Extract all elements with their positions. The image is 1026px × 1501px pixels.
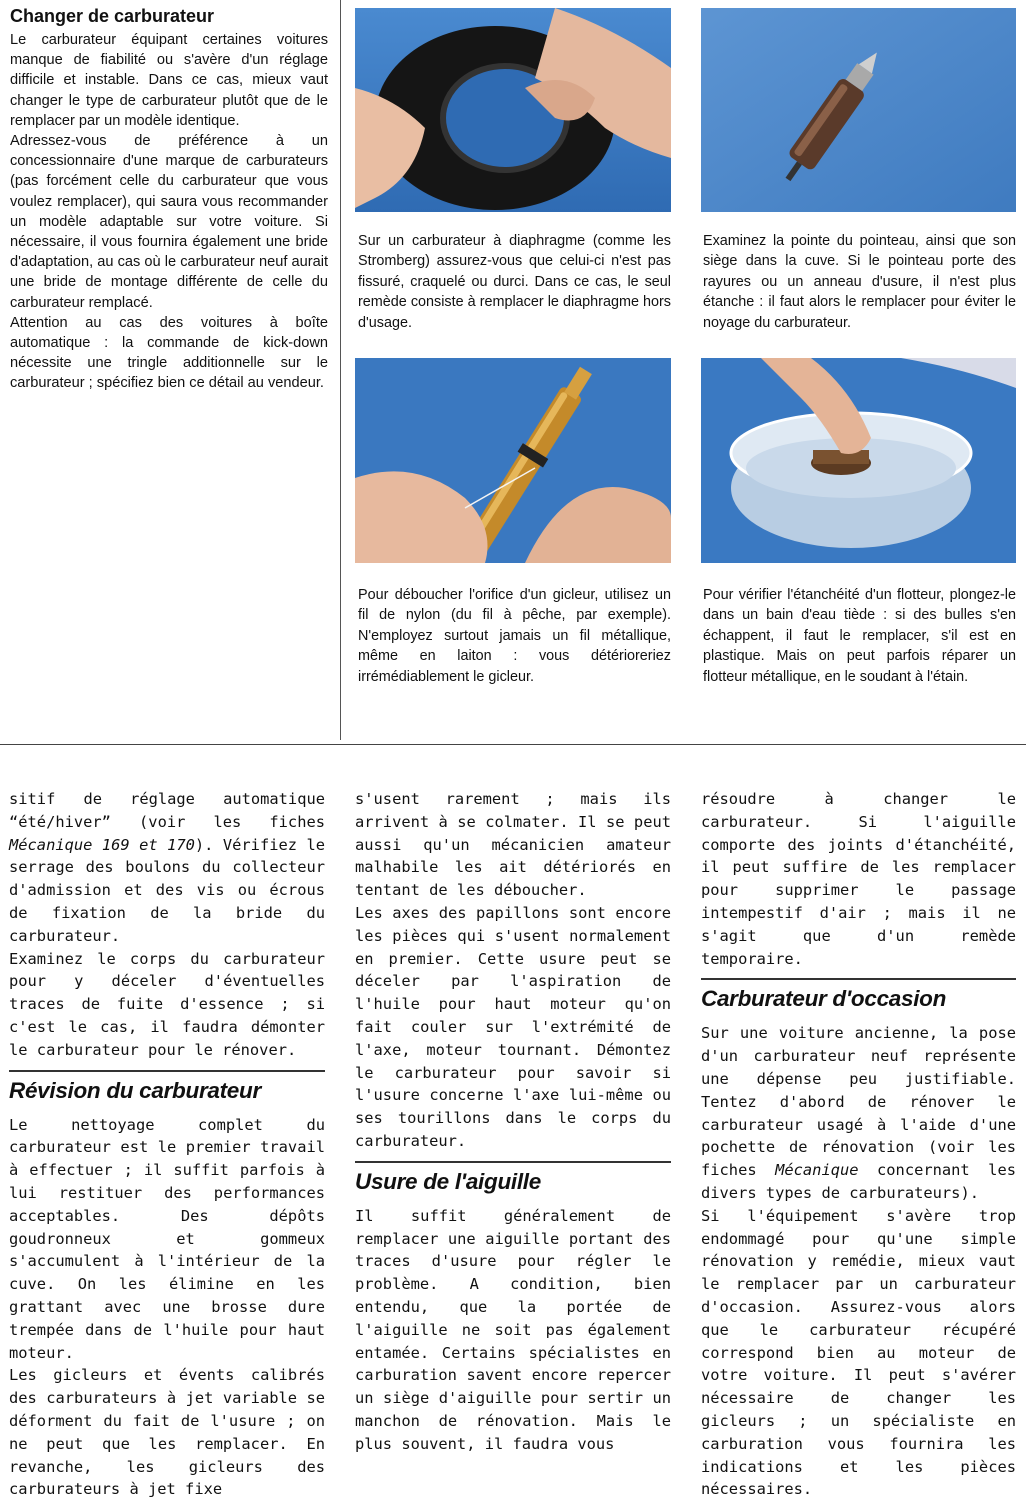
sidebar-paragraph-1: Le carburateur équipant certaines voitures manque de fiabilité ou s'avère d'un réglage difficile et instable. Dans ce cas, mieux vaut changer le type de carburateur plutôt que de le remplacer par un modèle identique.: [10, 32, 328, 129]
vertical-divider: [340, 0, 341, 740]
photo-jet: [355, 358, 671, 563]
sidebar-box: [10, 6, 328, 394]
sidebar-paragraph-3: Attention au cas des voitures à boîte automatique : la commande de kick-down nécessite une tringle additionnelle sur le carburateur ; spécifiez bien ce détail au vendeur.: [10, 314, 328, 392]
col3-paragraph-2: Sur une voiture ancienne, la pose d'un carburateur neuf représente une dépense peu justifiable. Tentez d'abord de rénover le carburateur usagé à l'aide d'une pochette de rénovation (voir les fiches Mécanique concernant les divers types de carburateurs).: [701, 1024, 1016, 1202]
heading-revision: Révision du carburateur: [9, 1070, 325, 1104]
article-column-3: [701, 788, 1016, 1501]
col2-paragraph-1: s'usent rarement ; mais ils arrivent à se colmater. Il se peut aussi qu'un mécanicien amateur malhabile les ait détériorés en tentant de les déboucher.: [355, 790, 671, 900]
col1-paragraph-3: Le nettoyage complet du carburateur est le premier travail à effectuer ; il suffit parfois à lui restituer des performances acceptables. Des dépôts goudronneux et gommeux s'accumulent à l'intérieur de la cuve. On les élimine en les grattant avec une brosse dure trempée dans de l'huile pour haut moteur.: [9, 1115, 325, 1362]
horizontal-divider: [0, 744, 1026, 745]
caption-jet: Pour déboucher l'orifice d'un gicleur, utilisez un fil de nylon (du fil à pêche, par exemple). N'employez surtout jamais un fil métallique, même en laiton : vous détérioreriez irrémédiablement le gicleur.: [358, 587, 671, 685]
caption-float: Pour vérifier l'étanchéité d'un flotteur, plongez-le dans un bain d'eau tiède : si des bulles s'en échappent, il faut le remplacer, s'il est en plastique. Mais on peut parfois réparer un flotteur métallique, en le soudant à l'étain.: [703, 587, 1016, 685]
photo-needle: [701, 8, 1016, 212]
col2-paragraph-3: Il suffit généralement de remplacer une aiguille portant des traces d'usure pour régler le problème. A condition, bien entendu, que la portée de l'aiguille ne soit pas également entamée. Certains spécialistes en carburation savent encore repercer un siège d'aiguille pour sertir un manchon de rénovation. Mais le plus souvent, il faudra vous: [355, 1206, 671, 1453]
caption-diaphragm: Sur un carburateur à diaphragme (comme les Stromberg) assurez-vous que celui-ci n'est pas fissuré, craquelé ou durci. Dans ce cas, le seul remède consiste à remplacer le diaphragme hors d'usage.: [358, 233, 671, 331]
col3-paragraph-1: résoudre à changer le carburateur. Si l'aiguille comporte des joints d'étanchéité, il peut suffire de les remplacer pour supprimer le passage intempestif d'air ; mais il ne s'agit que d'un remède temporaire.: [701, 790, 1016, 968]
sidebar-paragraph-2: Adressez-vous de préférence à un concessionnaire d'une marque de carburateurs (pas forcément celle du carburateur que vous voulez remplacer), qui saura vous recommander un modèle adaptable sur votre voiture. Si nécessaire, il vous fournira également une bride d'adaptation, au cas où le carburateur neuf aurait une bride de montage différente de celle du carburateur remplacé.: [10, 133, 328, 311]
heading-occasion: Carburateur d'occasion: [701, 978, 1016, 1012]
col2-paragraph-2: Les axes des papillons sont encore les pièces qui s'usent normalement en premier. Cette usure peut se déceler par l'aspiration de l'huile pour haut moteur qu'on fait couler sur l'extrémité de l'axe, moteur tournant. Démontez le carburateur pour savoir si l'usure concerne l'axe lui-même ou ses tourillons dans le corps du carburateur.: [355, 903, 671, 1150]
col1-paragraph-2: Examinez le corps du carburateur pour y déceler d'éventuelles traces de fuite d'essence ; si c'est le cas, il faudra démonter le carburateur pour le rénover.: [9, 949, 325, 1059]
article-column-2: [355, 788, 671, 1456]
col1-reference: Mécanique 169 et 170: [9, 835, 195, 854]
sidebar-title: Changer de carburateur: [10, 6, 215, 26]
col3-paragraph-3: Si l'équipement s'avère trop endommagé pour qu'une simple rénovation y remédie, mieux vaut le remplacer par un carburateur d'occasion. Assurez-vous alors que le carburateur récupéré correspond bien au moteur de votre voiture. Il peut s'avérer nécessaire de changer les gicleurs ; un spécialiste en carburation vous fournira les indications et les pièces nécessaires.: [701, 1206, 1016, 1499]
col1-paragraph-4: Les gicleurs et évents calibrés des carburateurs à jet variable se déforment du fait de l'usure ; on ne peut que les remplacer. En revanche, les gicleurs des carburateurs à jet fixe: [9, 1366, 325, 1499]
col3-reference: Mécanique: [775, 1161, 859, 1180]
photo-diaphragm: [355, 8, 671, 212]
photo-float: [701, 358, 1016, 563]
article-column-1: [9, 788, 325, 1501]
col1-paragraph-1: sitif de réglage automatique “été/hiver” (voir les fiches Mécanique 169 et 170). Vérifiez le serrage des boulons du collecteur d'admission et des vis ou écrous de fixation de la bride du carburateur.: [9, 790, 325, 945]
caption-needle: Examinez la pointe du pointeau, ainsi que son siège dans la cuve. Si le pointeau porte des rayures ou un anneau d'usure, il n'est plus étanche : il faut alors le remplacer pour éviter le noyage du carburateur.: [703, 233, 1016, 331]
heading-aiguille: Usure de l'aiguille: [355, 1161, 671, 1195]
